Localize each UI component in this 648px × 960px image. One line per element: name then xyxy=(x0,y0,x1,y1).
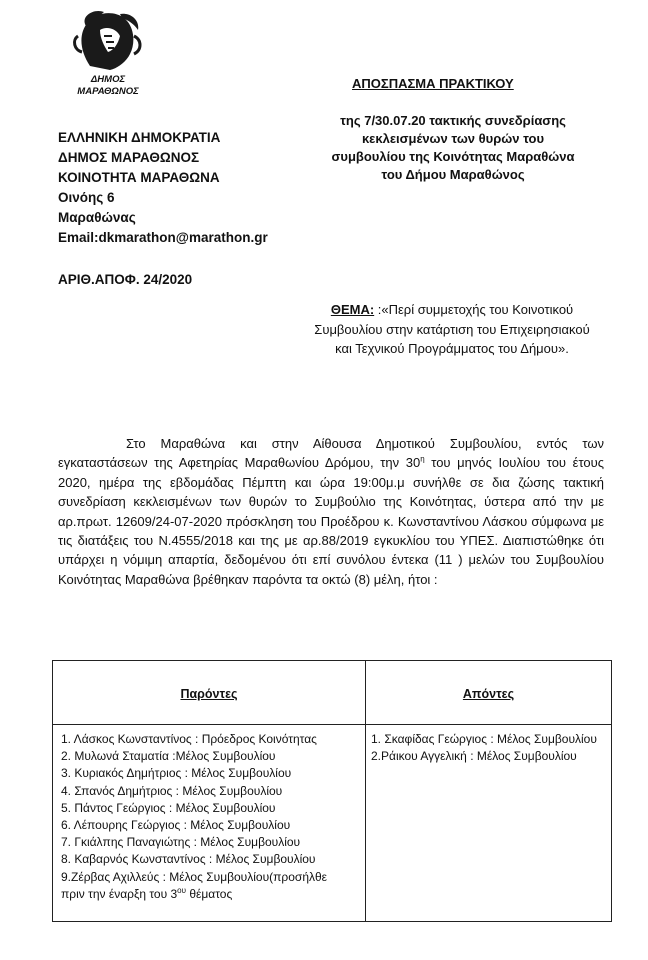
list-item: 5. Πάντος Γεώργιος : Μέλος Συμβουλίου xyxy=(61,800,276,815)
list-item: 6. Λέπουρης Γεώργιος : Μέλος Συμβουλίου xyxy=(61,818,291,833)
present-header: Παρόντες xyxy=(180,687,238,701)
decision-number: ΑΡΙΘ.ΑΠΟΦ. 24/2020 xyxy=(58,272,193,287)
minutes-paragraph: Στο Μαραθώνα και στην Αίθουσα Δημοτικού Συμβουλίου, εντός των εγκαταστάσεων της Αφετηρίας Μαραθωνίου Δρόμου, την $30^\eta$ του μηνός Ιουλίου του έτους 2020, ημέρα της εβδομάδας Πέμπτη και ώρα 19:00μ.μ συνήλθε σε δια ζώσης τακτική συνεδρίαση κεκλεισμένων των θυρών το Συμβούλιο της Κοινότητας, ύστερα από την με αρ.πρωτ. 12609/24-07-2020 πρόσκληση του Προέδρου κ. Κωνσταντίνου Λάσκου σύμφωνα με τις διατάξεις του Ν.4555/2018 και της με αρ.88/2019 εγκυκλίου του ΥΠΕΣ. Διαπιστώθηκε ότι υπάρχει η νόμιμη απαρτία, δεδομένου ότι επί συνόλου έντεκα (11 ) μελών του Συμβουλίου Κοινότητας Μαραθώνα βρέθηκαν παρόντα τα οκτώ (8) μέλη, ήτοι : xyxy=(58,436,604,587)
list-item: 2. Μυλωνά Σταματία :Μέλος Συμβουλίου xyxy=(61,749,276,764)
list-item: 1. Σκαφίδας Γεώργιος : Μέλος Συμβουλίου xyxy=(371,732,597,746)
logo-caption: ΔΗΜΟΣ ΜΑΡΑΘΩΝΟΣ xyxy=(77,74,139,97)
present-members-list xyxy=(61,731,361,903)
marathon-head-emblem-icon xyxy=(60,6,156,76)
document-title: ΑΠΟΣΠΑΣΜΑ ΠΡΑΚΤΙΚΟΥ xyxy=(352,76,514,91)
list-item: 4. Σπανός Δημήτριος : Μέλος Συμβουλίου xyxy=(61,783,283,798)
list-item: 8. Καβαρνός Κωνσταντίνος : Μέλος Συμβουλίου xyxy=(61,852,316,867)
attendance-table xyxy=(52,660,612,922)
list-item: 2.Ράικου Αγγελική : Μέλος Συμβουλίου xyxy=(371,749,577,764)
session-description: της 7/30.07.20 τακτικής συνεδρίασης κεκλεισμένων των θυρών του συμβουλίου της Κοινότητας Μαραθώνα του Δήμου Μαραθώνος xyxy=(331,113,575,182)
list-item: 3. Κυριακός Δημήτριος : Μέλος Συμβουλίου xyxy=(61,766,292,781)
list-item: 1. Λάσκος Κωνσταντίνος : Πρόεδρος Κοινότητας xyxy=(61,732,317,746)
issuer-address: ΕΛΛΗΝΙΚΗ ΔΗΜΟΚΡΑΤΙΑ ΔΗΜΟΣ ΜΑΡΑΘΩΝΟΣ ΚΟΙΝΟΤΗΤΑ ΜΑΡΑΘΩΝΑ Οινόης 6 Μαραθώνας Email:dkmarathon@marathon.gr xyxy=(58,128,268,248)
subject-label: ΘΕΜΑ: xyxy=(330,302,375,317)
subject xyxy=(306,300,598,359)
list-item: 9.Ζέρβας Αχιλλεύς : Μέλος Συμβουλίου(προσήλθε xyxy=(61,869,328,884)
absent-header: Απόντες xyxy=(462,687,515,701)
issuer-email: Email:dkmarathon@marathon.gr xyxy=(58,230,268,245)
subject-text: :«Περί συμμετοχής του Κοινοτικού Συμβουλίου στην κατάρτιση του Επιχειρησιακού και Τεχνικού Προγράμματος του Δήμου». xyxy=(314,302,590,356)
list-item: 7. Γκιάλπης Παναγιώτης : Μέλος Συμβουλίου xyxy=(61,835,301,850)
absent-members-list xyxy=(371,731,607,765)
list-item-continuation: πριν την έναρξη του $3^{o\upsilon}$ θέματος xyxy=(61,885,233,901)
